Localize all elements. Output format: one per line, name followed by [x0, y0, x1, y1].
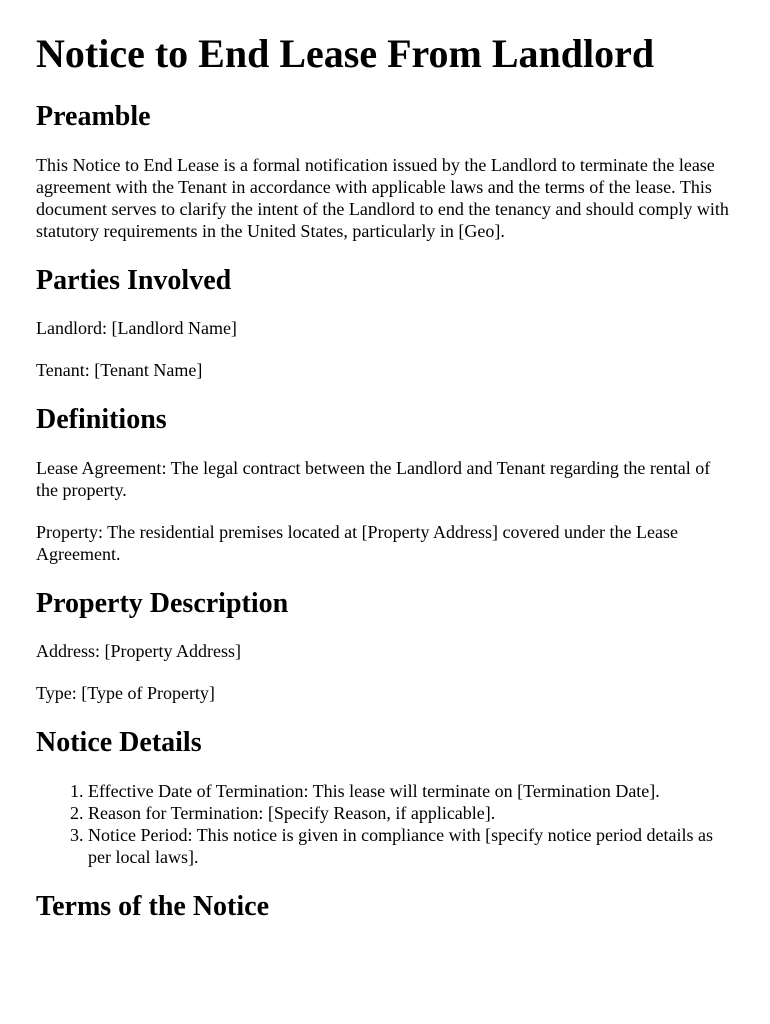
- tenant-line: Tenant: [Tenant Name]: [36, 360, 203, 381]
- preamble-section: [36, 100, 734, 242]
- definitions-heading: Definitions: [36, 404, 167, 436]
- terms-heading: Terms of the Notice: [36, 890, 270, 922]
- property-type-line: Type: [Type of Property]: [36, 683, 215, 704]
- landlord-line: Landlord: [Landlord Name]: [36, 318, 237, 339]
- preamble-text: This Notice to End Lease is a formal notification issued by the Landlord to terminate the lease agreement with the Tenant in accordance with applicable laws and the terms of the lease. This document serves to clarify the intent of the Landlord to end the tenancy and should comply with statutory requirements in the United States, particularly in [Geo].: [36, 154, 729, 241]
- property-description-section: [36, 587, 734, 705]
- definition-lease-agreement: Lease Agreement: The legal contract between the Landlord and Tenant regarding the rental of the property.: [36, 457, 711, 500]
- terms-section: [36, 890, 734, 924]
- notice-details-heading: Notice Details: [36, 727, 202, 759]
- property-description-heading: Property Description: [36, 587, 289, 619]
- list-item: 2. Reason for Termination: [Specify Reason, if applicable].: [88, 802, 734, 824]
- definition-property: Property: The residential premises located at [Property Address] covered under the Lease Agreement.: [36, 521, 678, 564]
- notice-details-section: [36, 726, 734, 868]
- parties-section: [36, 264, 734, 382]
- preamble-heading: Preamble: [36, 101, 151, 132]
- notice-details-list: [36, 780, 734, 868]
- list-item: 3. Notice Period: This notice is given in compliance with [specify notice period details as per local laws].: [88, 824, 734, 868]
- property-address-line: Address: [Property Address]: [36, 641, 241, 662]
- document-title: Notice to End Lease From Landlord: [36, 31, 655, 76]
- list-item: 1. Effective Date of Termination: This lease will terminate on [Termination Date].: [88, 780, 734, 802]
- parties-heading: Parties Involved: [36, 264, 232, 296]
- definitions-section: [36, 403, 734, 565]
